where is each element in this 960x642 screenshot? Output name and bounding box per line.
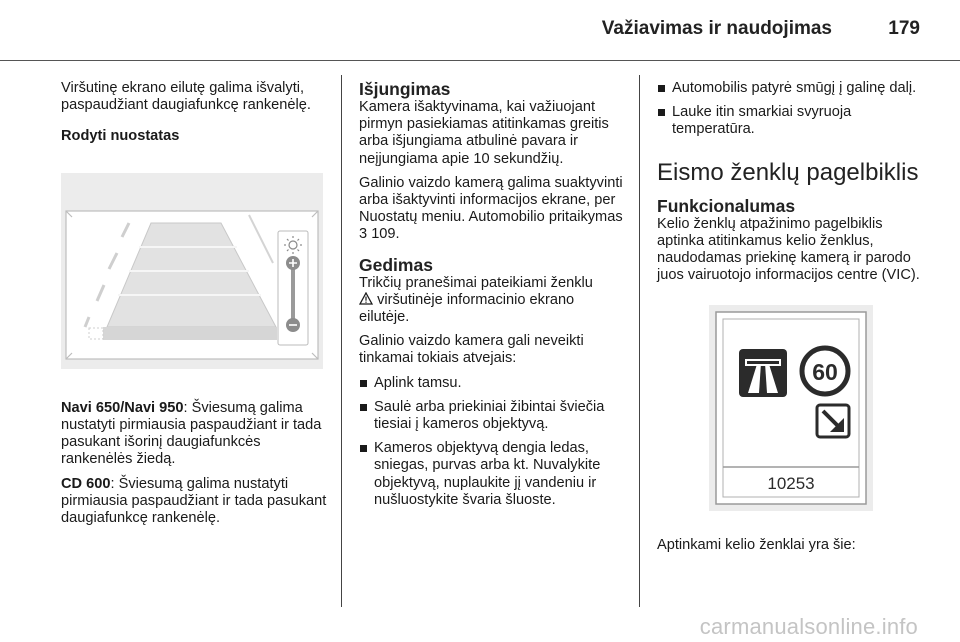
column-3 <box>657 80 927 561</box>
fault-conditions-list <box>359 375 625 509</box>
page-ref-icon: 3 <box>359 226 368 243</box>
column-divider-2 <box>639 75 640 607</box>
traffic-sign-display-figure <box>709 305 873 511</box>
paragraph-deactivation: Kamera išaktyvinama, kai važiuojant pirmyn pasiekiamas atitinkamas greitis arba išjungiama atbulinė pavara ir neįjungiama apie 10 sekundžių. <box>359 99 609 167</box>
heading-functionality: Funkcionalumas <box>657 195 796 216</box>
speed-limit-sign-icon <box>802 348 848 394</box>
header-rule <box>0 60 960 61</box>
heading-display-settings: Rodyti nuostatas <box>61 128 180 145</box>
heading-deactivation: Išjungimas <box>359 79 451 99</box>
camera-brightness-figure <box>61 173 323 369</box>
list-item: Kameros objektyvą dengia ledas, sniegas, purvas arba kt. Nuvalykite objektyvą, nuplaukite jį vandeniu ir nušluostykite švaria šluoste. <box>359 440 625 509</box>
list-item: Aplink tamsu. <box>359 375 625 392</box>
paragraph-cd600-brightness: CD 600: Šviesumą galima nustatyti pirmiausia paspaudžiant ir tada pasukant daugiafunkcę rankenėlę. <box>61 475 327 527</box>
warning-triangle-icon <box>359 292 373 305</box>
column-2 <box>359 80 625 516</box>
page-number: 179 <box>888 18 920 39</box>
paragraph-detected-signs: Aptinkami kelio ženklai yra šie: <box>657 536 856 553</box>
heading-fault: Gedimas <box>359 254 433 275</box>
motorway-sign-icon <box>739 349 787 397</box>
column-1 <box>61 80 329 534</box>
list-item: Saulė arba priekiniai žibintai šviečia tiesiai į kameros objektyvą. <box>359 399 625 433</box>
svg-text:10253: 10253 <box>767 474 815 494</box>
list-item: Automobilis patyrė smūgį į galinę dalį. <box>657 80 927 97</box>
running-header: Važiavimas ir naudojimas <box>601 18 832 39</box>
fault-conditions-list-continued <box>657 80 927 139</box>
list-item: Lauke itin smarkiai svyruoja temperatūra. <box>657 104 927 138</box>
paragraph-fault-messages: Trikčių pranešimai pateikiami ženklu viršutinėje informacinio ekrano eilutėje. <box>359 274 593 326</box>
paragraph-may-not-work: Galinio vaizdo kamera gali neveikti tinkamai tokiais atvejais: <box>359 333 584 367</box>
svg-text:60: 60 <box>812 359 838 386</box>
paragraph-sign-recognition: Kelio ženklų atpažinimo pagelbiklis aptinka atitinkamus kelio ženklus, naudodamas priekinę kamerą ir parodo juos vairuotojo informacijos centre (VIC). <box>657 215 920 284</box>
column-divider-1 <box>341 75 342 607</box>
paragraph-clear-top-line: Viršutinę ekrano eilutę galima išvalyti, paspaudžiant daugiafunkcę rankenėlę. <box>61 80 311 114</box>
paragraph-settings-menu: Galinio vaizdo kamerą galima suaktyvinti arba išaktyvinti informacijos ekrane, per Nuostatų meniu. Automobilio pritaikymas 3 109. <box>359 174 623 243</box>
arrow-sign-icon <box>817 405 849 437</box>
paragraph-navi-brightness: Navi 650/Navi 950: Šviesumą galima nustatyti pirmiausia paspaudžiant ir tada pasukant išorinį daugiafunkcės rankenėlės žiedą. <box>61 399 322 468</box>
watermark: carmanualsonline.info <box>699 614 918 639</box>
section-title-traffic-sign-assistant: Eismo ženklų pagelbiklis <box>657 158 919 186</box>
